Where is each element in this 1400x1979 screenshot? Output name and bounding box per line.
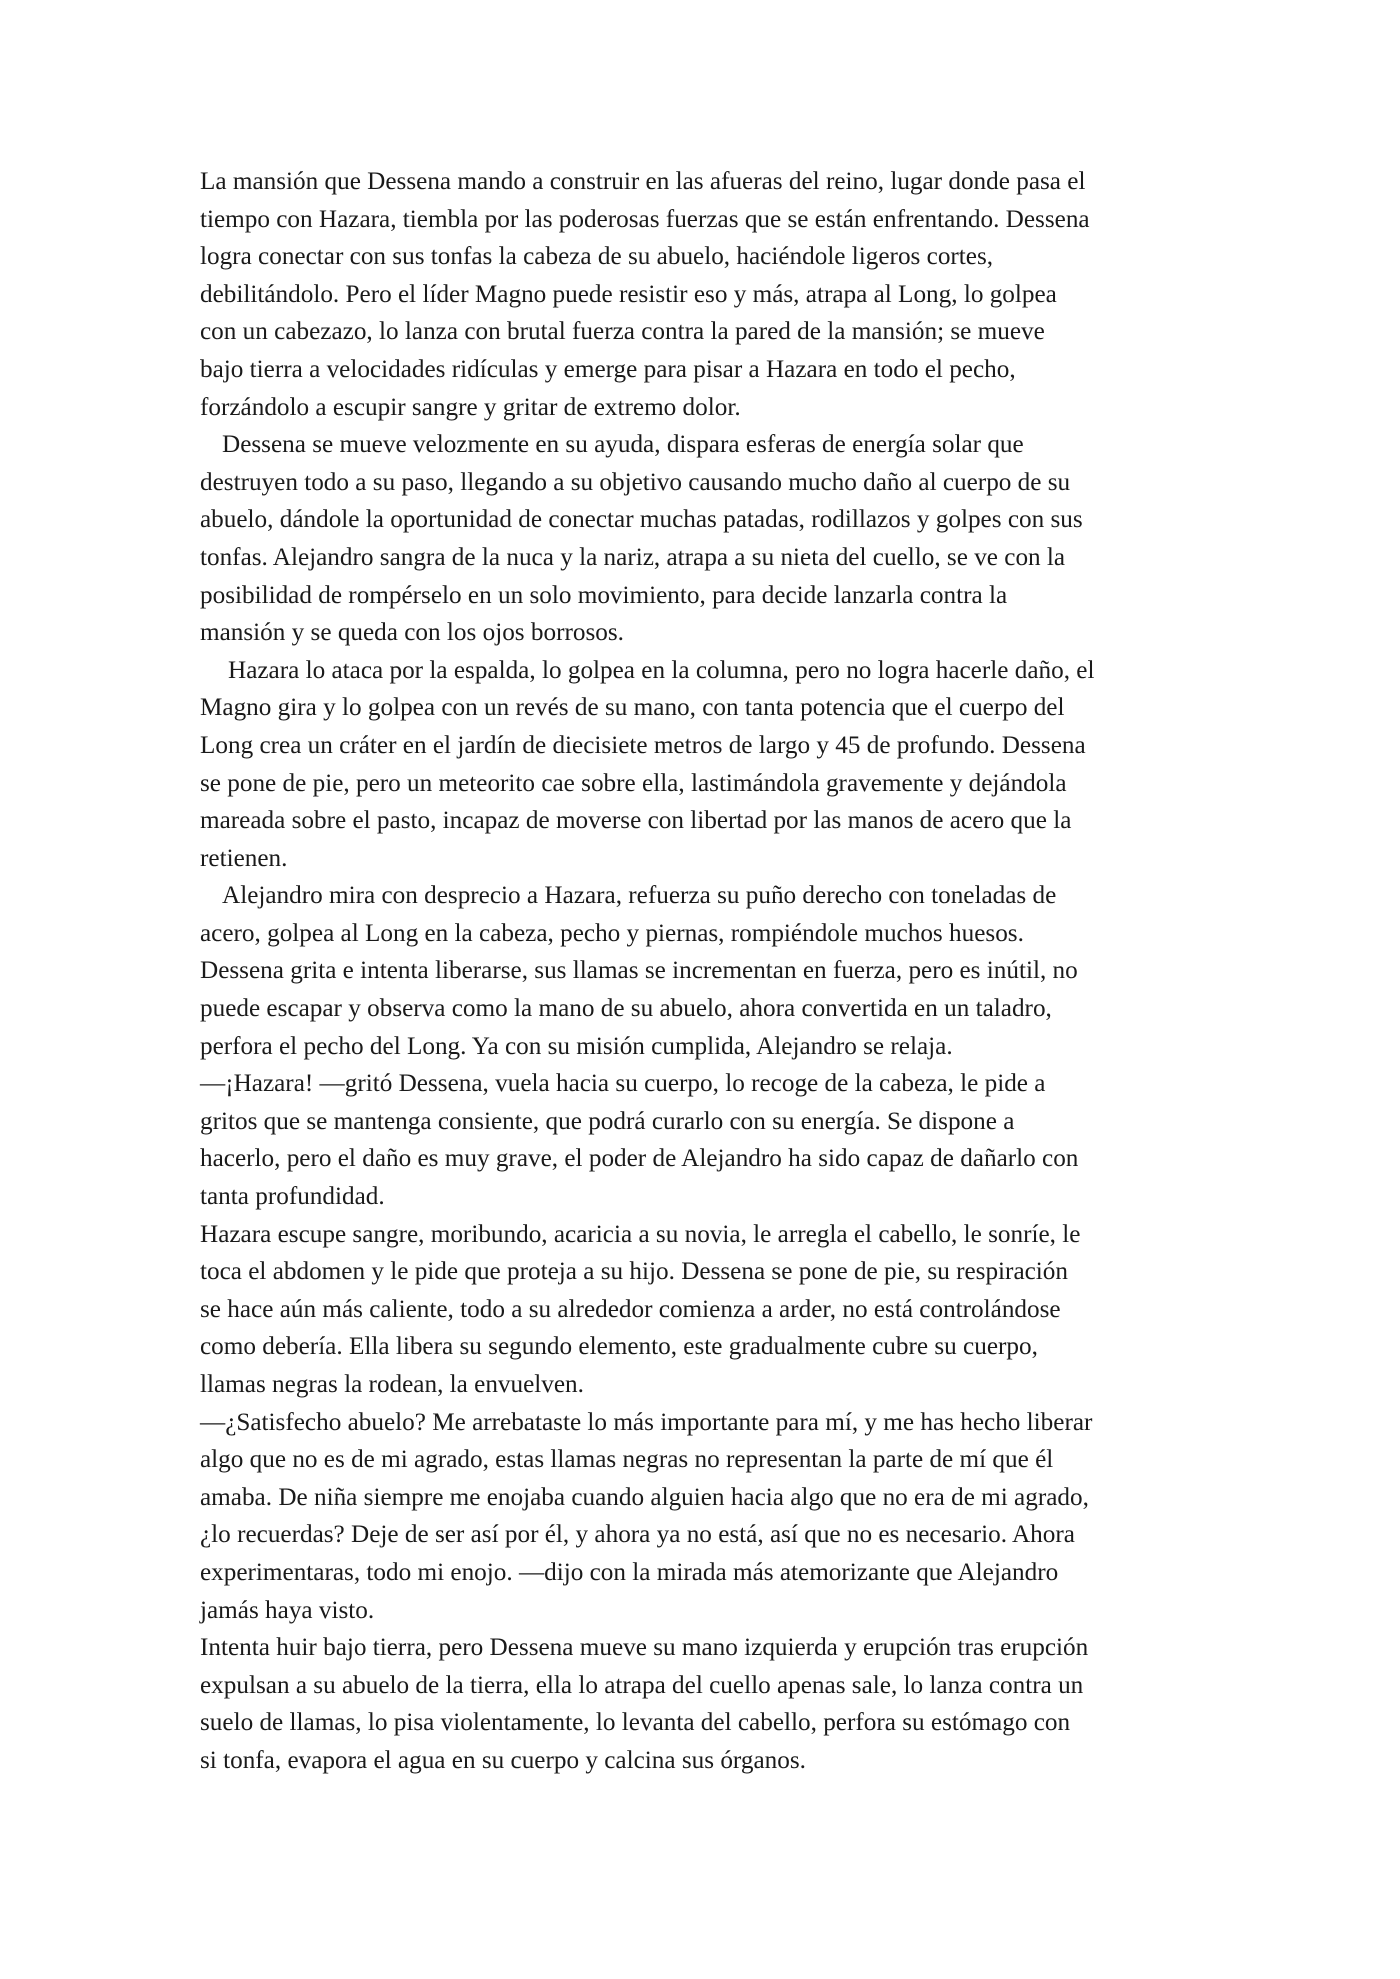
paragraph-5-dialogue: —¡Hazara! —gritó Dessena, vuela hacia su cuerpo, lo recoge de la cabeza, le pide a gritos que se mantenga consiente, que podrá curarlo con su energía. Se dispone a hacerlo, pero el daño es muy grave, el poder de Alejandro ha sido capaz de dañarlo con tanta profundidad. xyxy=(200,1070,1079,1211)
paragraph-4: Alejandro mira con desprecio a Hazara, refuerza su puño derecho con toneladas de acero, golpea al Long en la cabeza, pecho y piernas, rompiéndole muchos huesos. Dessena grita e intenta liberarse, sus llamas se incrementan en fuerza, pero es inútil, no puede escapar y observa como la mano de su abuelo, ahora convertida en un taladro, perfora el pecho del Long. Ya con su misión cumplida, Alejandro se relaja. xyxy=(200,882,1078,1060)
paragraph-3: Hazara lo ataca por la espalda, lo golpea en la columna, pero no logra hacerle daño, el Magno gira y lo golpea con un revés de su mano, con tanta potencia que el cuerpo del Long crea un cráter en el jardín de diecisiete metros de largo y 45 de profundo. Dessena se pone de pie, pero un meteorito cae sobre ella, lastimándola gravemente y dejándola mareada sobre el pasto, incapaz de moverse con libertad por las manos de acero que la retienen. xyxy=(200,656,1095,872)
paragraph-6: Hazara escupe sangre, moribundo, acaricia a su novia, le arregla el cabello, le sonríe, le toca el abdomen y le pide que proteja a su hijo. Dessena se pone de pie, su respiración se hace aún más caliente, todo a su alrededor comienza a arder, no está controlándose como debería. Ella libera su segundo elemento, este gradualmente cubre su cuerpo, llamas negras la rodean, la envuelven. xyxy=(200,1220,1081,1398)
document-page xyxy=(200,163,1210,1780)
paragraph-2: Dessena se mueve velozmente en su ayuda, dispara esferas de energía solar que destruyen todo a su paso, llegando a su objetivo causando mucho daño al cuerpo de su abuelo, dándole la oportunidad de conectar muchas patadas, rodillazos y golpes con sus tonfas. Alejandro sangra de la nuca y la nariz, atrapa a su nieta del cuello, se ve con la posibilidad de rompérselo en un solo movimiento, para decide lanzarla contra la mansión y se queda con los ojos borrosos. xyxy=(200,431,1083,647)
paragraph-1: La mansión que Dessena mando a construir en las afueras del reino, lugar donde pasa el tiempo con Hazara, tiembla por las poderosas fuerzas que se están enfrentando. Dessena logra conectar con sus tonfas la cabeza de su abuelo, haciéndole ligeros cortes, debilitándolo. Pero el líder Magno puede resistir eso y más, atrapa al Long, lo golpea con un cabezazo, lo lanza con brutal fuerza contra la pared de la mansión; se mueve bajo tierra a velocidades ridículas y emerge para pisar a Hazara en todo el pecho, forzándolo a escupir sangre y gritar de extremo dolor. xyxy=(200,168,1090,421)
paragraph-8: Intenta huir bajo tierra, pero Dessena mueve su mano izquierda y erupción tras erupción expulsan a su abuelo de la tierra, ella lo atrapa del cuello apenas sale, lo lanza contra un suelo de llamas, lo pisa violentamente, lo levanta del cabello, perfora su estómago con si tonfa, evapora el agua en su cuerpo y calcina sus órganos. xyxy=(200,1634,1089,1774)
paragraph-7-dialogue: —¿Satisfecho abuelo? Me arrebataste lo más importante para mí, y me has hecho liberar algo que no es de mi agrado, estas llamas negras no representan la parte de mí que él amaba. De niña siempre me enojaba cuando alguien hacia algo que no era de mi agrado, ¿lo recuerdas? Deje de ser así por él, y ahora ya no está, así que no es necesario. Ahora experimentaras, todo mi enojo. —dijo con la mirada más atemorizante que Alejandro jamás haya visto. xyxy=(200,1408,1093,1624)
